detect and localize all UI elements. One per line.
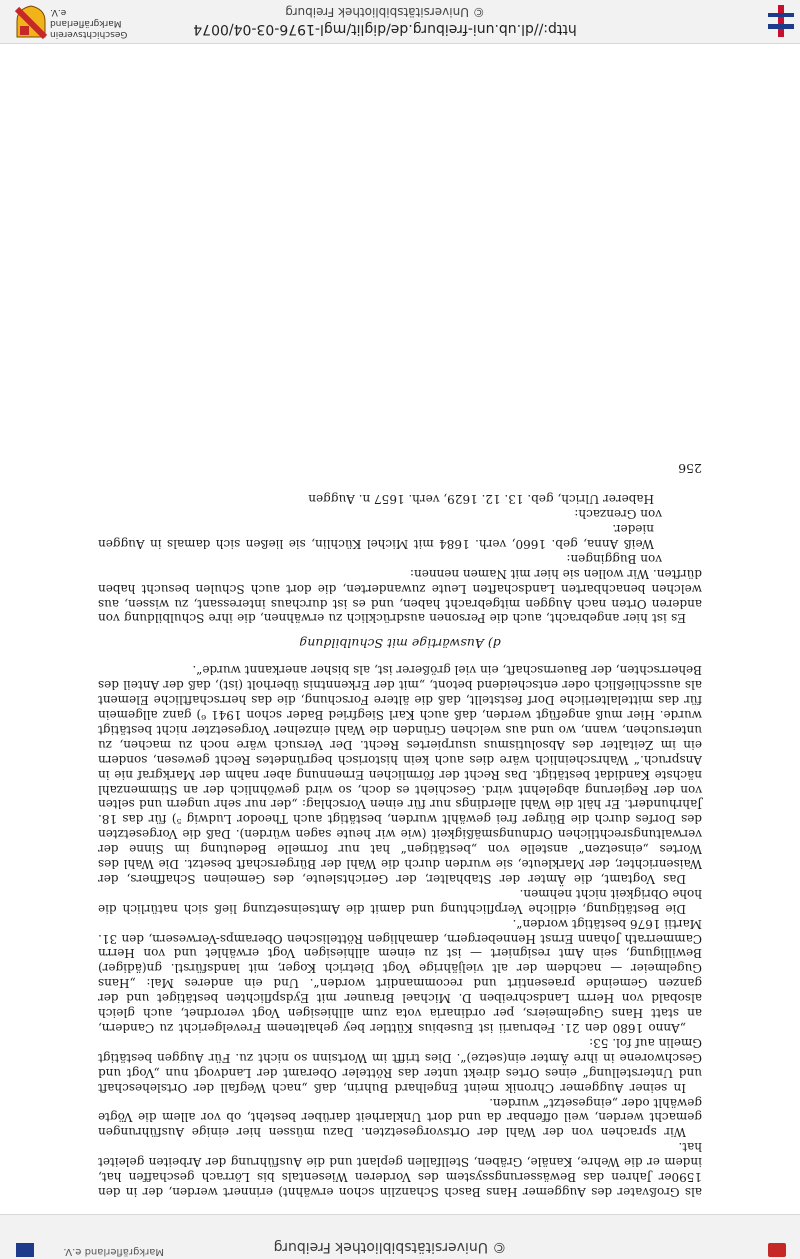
- library-mark-red: [768, 1243, 786, 1257]
- paragraph: „Anno 1680 den 21. Februarii ist Eusebius Küttler bey gehaltenem Frevelgericht zu Candern, an statt Hans Gugelmeiers, per ordinaria vota zum allhiesigen Vogt verordnet, auch gleich alsobald von Herrn Landschreiben D. Michael Brauner mit Eydspflichten bestätiget und der ganzen Gemeinde praesentirt und recommandirt worden“. Und ein anderes Mal: „Hans Gugelmeier — nachdem der alt vieljährige Vogt Dietrich Koger, mit landsfürstl. gn(ädiger) Bewilligung, sein Amt resigniert — ist zu einem allhiesigen Vogt erwählet und von Herrn Cammerrath Johann Ernst Hennebergern, damahligen Röttelischen Oberamps-Verwesern, den 31. Martii 1676 bestätigt worden“.: [98, 916, 702, 1036]
- origin-label: von Grenzach:: [574, 507, 662, 522]
- paragraph: Das Vogtamt, die Ämter der Stabhalter, der Gerichtsleute, des Gemeinen Schaffners, der Waisenrichter, der Markleute, sie wurden durch die Wahl der Bürgerschaft besetzt. Die Wahl des Wortes „einsetzen“ anstelle von „bestätigen“ hat nur formelle Bedeutung im Sinne der verwaltungsrechtlichen Ordnungsmäßigkeit (wie wir heute sagen würden). Daß die Vorgesetzten des Dorfes durch die Bürger frei gewählt wurden, bestätigt auch Theodor Ludwig ⁵) für das 18. Jahrhundert. Er hält die Wahl allerdings nur für einen Vorschlag: „der nur sehr ungern und selten von der Regierung abgelehnt wird. Geschieht es doch, so wird gewöhnlich der an Stimmenzahl nächste Kandidat bestätigt. Das Recht der förmlichen Ernennung aber nahm der Markgraf nie in Anspruch.“ Wahrscheinlich wäre dies auch kein historisch begründetes Recht gewesen, sondern ein im Zeitalter des Absolutismus usurpiertes Recht. Der Versuch wäre noch zu machen, zu untersuchen, wann, wo und aus welchen Gründen die Wahl einzelner Vorgesetzter nicht bestätigt wurde. Hier muß angefügt werden, daß auch Karl Siegfried Bader schon 1941 ⁶) ganz allgemein für das mittelalterliche Dorf feststellt, daß die ältere Forschung, die das herrschaftliche Element als ausschließlich oder entscheidend betont, „mit der Erkenntnis überholt (ist), daß der Anteil des Beherrschten, der Bauernschaft, ein viel größerer ist, als bisher anerkannt wurde“.: [98, 663, 702, 886]
- paragraph: In seiner Auggemer Chronik meint Engelhard Buhrin, daß „nach Wegfall der Ortsleheschaft und Unterstellung“ eines Ortes direkt unter das Rötteler Oberamt der Landvogt nun „Vogt und Geschworene in ihre Ämter ein(setze)“. Dies trifft im Wortsinn so nicht zu. Für Auggen bestätigt Gmelin auf fol. 53:: [98, 1035, 702, 1095]
- university-library-logo-icon: [768, 5, 794, 37]
- society-name-line2: Markgräflerland e.V.: [50, 7, 122, 28]
- origin-label: von Buggingen:: [566, 551, 662, 566]
- society-name-line1: Geschichtsverein: [50, 29, 128, 39]
- viewer-header: [0, 1214, 800, 1259]
- paragraph: Die Bestätigung, eidliche Verpflichtung und damit die Amtseinsetzung ließ sich natürlich die hohe Obrigkeit nicht nehmen.: [98, 886, 702, 916]
- book-text: [98, 460, 702, 1199]
- name-entry: Haberer Ulrich, geb. 13. 12. 1629, verh. 1657 n. Auggen: [308, 492, 654, 507]
- header-library-line: © Universitätsbibliothek Freiburg: [273, 1239, 507, 1255]
- paragraph: Es ist hier angebracht, auch die Personen ausdrücklich zu erwähnen, die ihre Schulbildung von anderen Orten nach Auggen mitgebracht haben, und es ist durchaus interessant, zu wissen, aus welchen benachbarten Landschaften Leute zuwanderten, die dort auch Schulen besucht haben dürften. Wir wollen sie hier mit Namen nennen:: [98, 566, 702, 626]
- document-url[interactable]: http://dl.ub.uni-freiburg.de/diglit/mgl-1976-03-04/0074: [193, 21, 577, 37]
- copyright-line: © Universitätsbibliothek Freiburg: [285, 5, 485, 19]
- viewer-footer: [0, 0, 800, 44]
- header-org-cut: Markgräflerland e.V.: [63, 1246, 164, 1257]
- page-number: 256: [678, 461, 702, 477]
- name-list: [98, 491, 702, 566]
- name-entry: Weiß Anna, geb. 1660, verh. 1684 mit Michel Küchlin, sie ließen sich damals in Auggen nieder.: [98, 522, 654, 551]
- paragraph: als Großvater des Auggemer Hans Basch Schanzlin schon erwähnt) erinnert werden, der in den 1590er Jahren das Bewässerungssystem des Vorderen Wiesentals bis Lörrach geschaffen hat, indem er die Wehre, Kanäle, Gräben, Stellfallen geplant und die Ausführung der Arbeiten geleitet hat.: [98, 1140, 702, 1199]
- society-seal-icon: [14, 5, 48, 39]
- paragraph: Wir sprachen von der Wahl der Ortsvorgesetzten. Dazu müssen hier einige Ausführungen gemacht werden, weil offenbar da und dort Unklarheit darüber besteht, ob vor allem die Vögte gewählt oder „eingesetzt“ wurden.: [98, 1095, 702, 1140]
- society-name: [50, 6, 132, 39]
- library-mark-blue: [16, 1243, 34, 1257]
- section-heading: d) Auswärtige mit Schulbildung: [299, 636, 501, 652]
